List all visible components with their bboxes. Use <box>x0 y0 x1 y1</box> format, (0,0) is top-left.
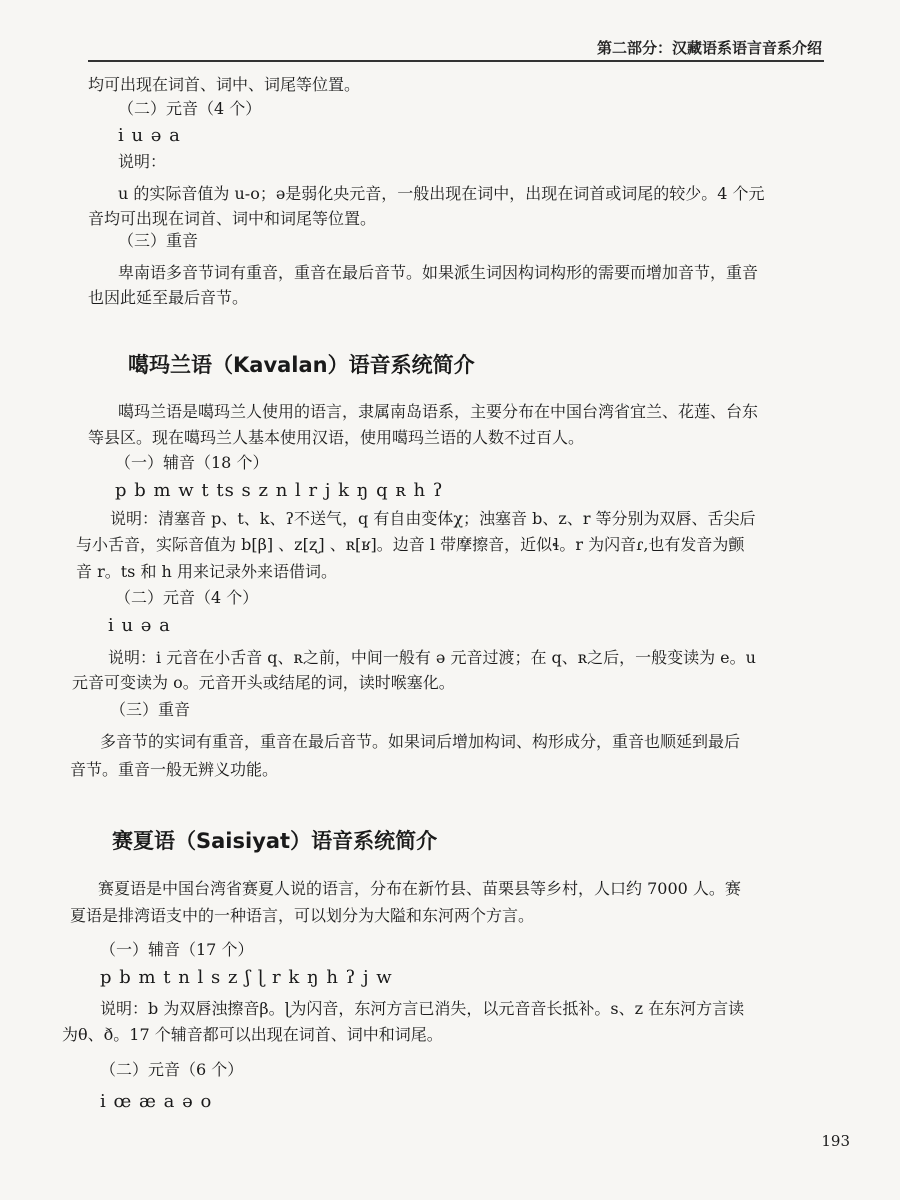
consonant-notes-line: 音 r。ts 和 h 用来记录外来语借词。 <box>76 562 337 581</box>
consonant-notes-line: 与小舌音，实际音值为 b[β] 、z[ʐ] 、ʀ[ʁ]。边音 l 带摩擦音，近似ɬ。r 为闪音ɾ,也有发音为颤 <box>76 535 745 554</box>
notes-label: 说明： <box>118 152 167 171</box>
consonants-list: p b m w t ts s z n l r j k ŋ q ʀ h ʔ <box>115 480 444 501</box>
stress-paragraph-line: 也因此延至最后音节。 <box>88 288 249 307</box>
stress-paragraph-line: 卑南语多音节词有重音，重音在最后音节。如果派生词因构词构形的需要而增加音节，重音 <box>118 263 759 282</box>
vowels-heading: （二）元音（4 个） <box>118 99 262 118</box>
consonants-heading: （一）辅音（17 个） <box>100 940 254 959</box>
vowels-heading: （二）元音（6 个） <box>100 1060 244 1079</box>
stress-paragraph-line: 多音节的实词有重音，重音在最后音节。如果词后增加构词、构形成分，重音也顺延到最后 <box>100 732 741 751</box>
section-title-kavalan: 噶玛兰语（Kavalan）语音系统简介 <box>128 353 475 377</box>
stress-heading: （三）重音 <box>118 231 199 250</box>
consonant-notes-line: 为θ、ð。17 个辅音都可以出现在词首、词中和词尾。 <box>62 1025 443 1044</box>
consonant-notes-line: 说明：清塞音 p、t、k、ʔ不送气，q 有自由变体χ；浊塞音 b、z、r 等分别为双唇、舌尖后 <box>110 509 756 528</box>
consonants-list: p b m t n l s z ʃ ɭ r k ŋ h ʔ j w <box>100 967 393 988</box>
paragraph-continuation: 均可出现在词首、词中、词尾等位置。 <box>88 75 361 94</box>
consonant-notes-line: 说明：b 为双唇浊擦音β。ɭ为闪音，东河方言已消失，以元音音长抵补。s、z 在东河方言读 <box>100 999 745 1018</box>
vowel-notes-line: 音均可出现在词首、词中和词尾等位置。 <box>88 209 377 228</box>
vowels-list: i u ə a <box>118 125 181 146</box>
consonants-heading: （一）辅音（18 个） <box>115 453 269 472</box>
intro-line: 等县区。现在噶玛兰人基本使用汉语，使用噶玛兰语的人数不过百人。 <box>88 428 585 447</box>
header-rule <box>88 60 824 62</box>
vowel-notes-line: 元音可变读为 o。元音开头或结尾的词，读时喉塞化。 <box>72 673 455 692</box>
stress-paragraph-line: 音节。重音一般无辨义功能。 <box>70 760 279 779</box>
vowels-heading: （二）元音（4 个） <box>115 588 259 607</box>
vowel-notes-line: 说明：i 元音在小舌音 q、ʀ之前，中间一般有 ə 元音过渡；在 q、ʀ之后，一般变读为 e。u <box>108 648 756 667</box>
vowel-notes-line: u 的实际音值为 u-o；ə是弱化央元音，一般出现在词中，出现在词首或词尾的较少。4 个元 <box>118 184 765 203</box>
stress-heading: （三）重音 <box>110 700 191 719</box>
vowels-list: i u ə a <box>108 615 171 636</box>
section-title-saisiyat: 赛夏语（Saisiyat）语音系统简介 <box>112 829 438 853</box>
running-header: 第二部分：汉藏语系语言音系介绍 <box>596 39 822 57</box>
page-number: 193 <box>821 1132 850 1150</box>
intro-line: 夏语是排湾语支中的一种语言，可以划分为大隘和东河两个方言。 <box>70 906 535 925</box>
vowels-list: i œ æ a ə o <box>100 1091 213 1112</box>
intro-line: 赛夏语是中国台湾省赛夏人说的语言，分布在新竹县、苗栗县等乡村，人口约 7000 人。赛 <box>98 879 741 898</box>
intro-line: 噶玛兰语是噶玛兰人使用的语言，隶属南岛语系，主要分布在中国台湾省宜兰、花莲、台东 <box>118 402 759 421</box>
